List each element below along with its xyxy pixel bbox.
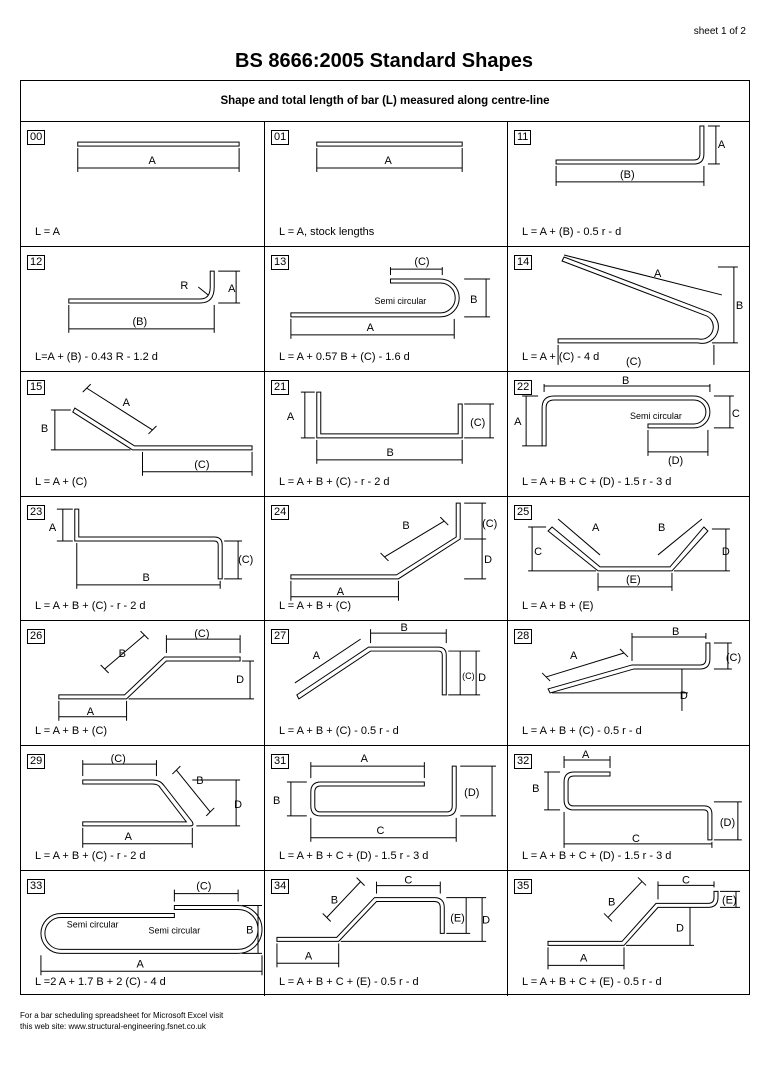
shape-cell-21 [265, 372, 508, 497]
dim-label: B [386, 446, 394, 459]
page-title: BS 8666:2005 Standard Shapes [235, 50, 533, 72]
dim-label: C [376, 825, 385, 838]
shape-formula: L = A + B + (C) - r - 2 d [279, 475, 390, 488]
shape-cell-01 [265, 122, 508, 247]
dim-label: C [682, 874, 690, 887]
dim-label: B [196, 775, 204, 788]
dim-label: A [384, 155, 392, 168]
shape-code: 27 [271, 629, 289, 644]
shape-code: 22 [514, 380, 532, 395]
dim-label: A [582, 749, 590, 762]
shape-cell-23 [21, 497, 265, 622]
dim-label: A [592, 521, 600, 534]
shape-formula: L=A + (B) - 0.43 R - 1.2 d [35, 350, 158, 363]
shape-cell-28 [508, 621, 749, 746]
dim-label: B [470, 293, 478, 306]
shape-code: 00 [27, 130, 45, 145]
dim-label: D [676, 922, 684, 935]
dim-label: A [514, 415, 522, 428]
dim-label: B [246, 924, 254, 937]
dim-label: A [366, 321, 374, 334]
dim-label: (C) [470, 416, 486, 429]
shape-formula: L = A + B + (C) - 0.5 r - d [279, 725, 399, 738]
dim-label: (C) [482, 517, 498, 530]
dim-label: B [400, 622, 408, 635]
dim-label: B [40, 422, 49, 435]
shape-cell-14 [508, 247, 749, 372]
dim-label: (B) [132, 315, 148, 328]
dim-label: Semi circular [66, 919, 119, 930]
dim-label: A [336, 585, 345, 598]
shape-cell-22 [508, 372, 749, 497]
shape-formula: L = A + B + (C) - 0.5 r - d [522, 725, 642, 738]
dim-label: (C) [110, 753, 126, 766]
dim-label: B [118, 648, 126, 661]
dim-label: D [478, 672, 487, 685]
dim-label: D [234, 799, 243, 812]
shape-formula: L = A + B + (E) [522, 600, 594, 613]
dim-label: (C) [725, 652, 742, 665]
dim-label: A [570, 650, 578, 663]
shape-formula: L = A + B + (C) [35, 725, 108, 738]
shape-formula: L = A + (C) - 4 d [522, 350, 600, 363]
footer-note [20, 1010, 223, 1032]
shape-code: 32 [514, 754, 532, 769]
shape-formula: L = A + B + (C) - r - 2 d [35, 850, 146, 863]
dim-label: A [136, 958, 144, 971]
shape-code: 28 [514, 629, 532, 644]
shape-cell-15 [21, 372, 265, 497]
dim-label: (D) [464, 787, 480, 800]
shape-code: 01 [271, 130, 289, 145]
shape-formula: L = A + B + C + (D) - 1.5 r - 3 d [522, 850, 672, 863]
shape-formula: L = A + B + C + (D) - 1.5 r - 3 d [279, 850, 429, 863]
dim-label: (B) [620, 168, 635, 181]
dim-label: A [48, 521, 57, 534]
dim-label: C [534, 545, 543, 558]
shape-cell-25 [508, 497, 749, 622]
dim-label: A [360, 753, 368, 766]
dim-label: B [532, 783, 540, 796]
shape-cell-24 [265, 497, 508, 622]
dim-label: A [717, 138, 726, 151]
dim-label: (D) [667, 454, 684, 467]
shape-formula: L = A + (B) - 0.5 r - d [522, 225, 622, 238]
dim-label: D [482, 914, 491, 927]
dim-label: B [657, 521, 666, 534]
dim-label: D [679, 690, 688, 703]
dim-label: (E) [626, 573, 641, 586]
dim-label: D [721, 545, 730, 558]
dim-label: B [402, 519, 410, 532]
footer-line: this web site: www.structural-engineering.fsnet.co.uk [20, 1022, 206, 1031]
shape-cell-26 [21, 621, 265, 746]
shape-code: 24 [271, 505, 289, 520]
shape-cell-35 [508, 871, 749, 996]
shape-cell-31 [265, 746, 508, 871]
shape-formula: L = A + 0.57 B + (C) - 1.6 d [279, 350, 410, 363]
dim-label: (D) [719, 817, 736, 830]
dim-label: (C) [196, 880, 212, 893]
dim-label: (C) [238, 553, 254, 566]
dim-label: D [236, 674, 245, 687]
dim-label: (E) [450, 912, 465, 925]
shape-cell-34 [265, 871, 508, 996]
dim-label: (C) [414, 255, 430, 268]
shape-formula: L = A + B + C + (E) - 0.5 r - d [279, 975, 419, 988]
shape-code: 12 [27, 255, 45, 270]
footer-line: For a bar scheduling spreadsheet for Microsoft Excel visit [20, 1011, 224, 1020]
dim-label: B [142, 571, 150, 584]
dim-label: B [608, 896, 616, 909]
dim-label: A [122, 396, 130, 409]
dim-label: B [622, 374, 630, 387]
shape-cell-27 [265, 621, 508, 746]
shape-cell-29 [21, 746, 265, 871]
shape-cell-11 [508, 122, 749, 247]
shape-cell-00 [21, 122, 265, 247]
dim-label: A [304, 950, 313, 963]
shapes-grid [21, 121, 749, 996]
dim-label: A [580, 952, 588, 965]
dim-label: A [86, 706, 95, 719]
shape-code: 21 [271, 380, 289, 395]
dim-label: C [631, 833, 640, 846]
shape-formula: L = A + B + (C) [279, 600, 352, 613]
shape-formula: L = A [35, 225, 60, 238]
shape-formula: L = A + B + C + (E) - 0.5 r - d [522, 975, 662, 988]
shape-formula: L = A + B + C + (D) - 1.5 r - 3 d [522, 475, 672, 488]
dim-label: (C) [462, 671, 475, 682]
dim-label: B [671, 626, 680, 639]
shape-code: 11 [514, 130, 531, 145]
dim-label: Semi circular [148, 925, 201, 936]
dim-label: C [404, 874, 413, 887]
dim-label: (C) [626, 355, 642, 368]
shape-code: 34 [271, 879, 289, 894]
shapes-table [20, 80, 750, 995]
shape-code: 35 [514, 879, 532, 894]
dim-label: B [735, 299, 744, 312]
dim-label: Semi circular [374, 295, 427, 306]
shape-code: 23 [27, 505, 45, 520]
shape-cell-12 [21, 247, 265, 372]
dim-label: A [148, 155, 156, 168]
shape-formula: L = A + B + (C) - r - 2 d [35, 600, 146, 613]
dim-label: (C) [194, 458, 210, 471]
dim-label: R [180, 279, 189, 292]
shape-code: 26 [27, 629, 45, 644]
shape-formula: L = A, stock lengths [279, 225, 375, 238]
dim-label: Semi circular [629, 410, 682, 421]
table-subtitle: Shape and total length of bar (L) measured along centre-line [220, 95, 550, 107]
shape-code: 15 [27, 380, 45, 395]
dim-label: (C) [194, 628, 210, 641]
shape-formula: L =2 A + 1.7 B + 2 (C) - 4 d [35, 975, 166, 988]
dim-label: A [124, 831, 132, 844]
dim-label: B [272, 795, 281, 808]
dim-label: A [312, 650, 321, 663]
dim-label: B [330, 894, 339, 907]
dim-label: C [731, 407, 740, 420]
dim-label: D [484, 553, 493, 566]
shape-cell-32 [508, 746, 749, 871]
shape-code: 13 [271, 255, 289, 270]
dim-label: A [286, 410, 295, 423]
shape-cell-13 [265, 247, 508, 372]
shape-code: 33 [27, 879, 45, 894]
dim-label: A [653, 267, 662, 280]
shape-code: 25 [514, 505, 532, 520]
shape-formula: L = A + (C) [35, 475, 88, 488]
sheet-number: sheet 1 of 2 [693, 26, 746, 37]
shape-code: 14 [514, 255, 532, 270]
dim-label: (E) [722, 894, 737, 907]
shape-code: 29 [27, 754, 45, 769]
shape-code: 31 [271, 754, 289, 769]
shape-cell-33 [21, 871, 265, 996]
dim-label: A [228, 282, 236, 295]
